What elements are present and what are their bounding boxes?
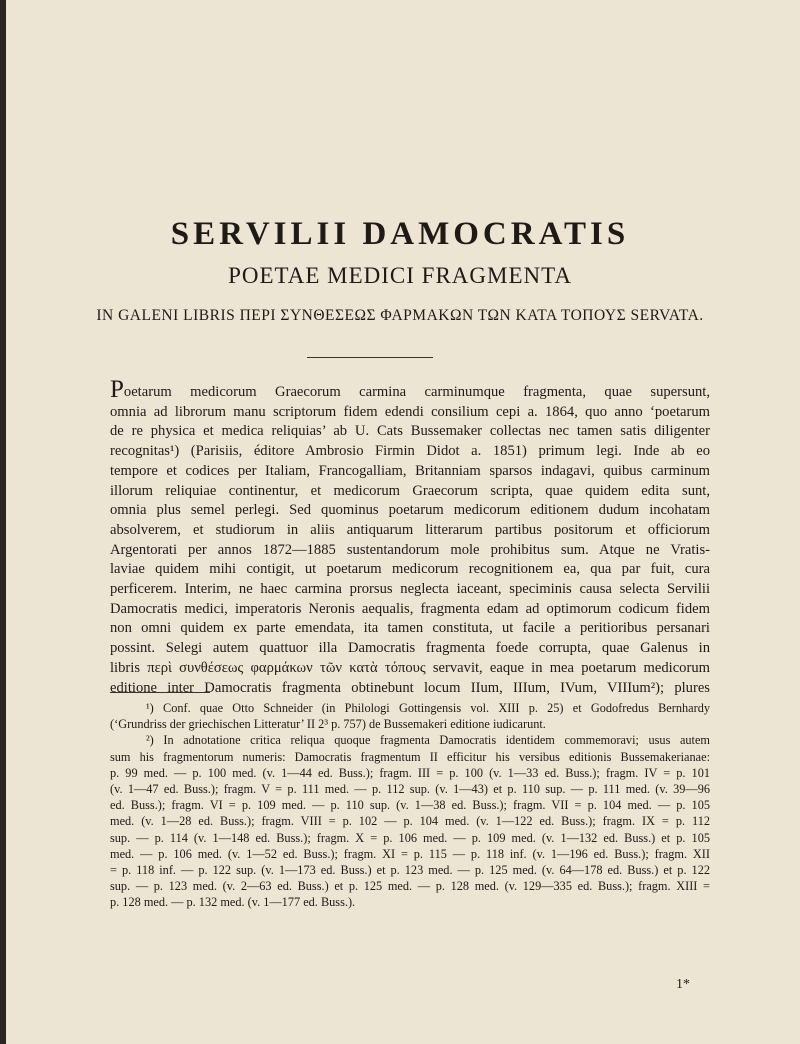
footnote-line: med. — p. 106 med. (v. 1—52 ed. Buss.); fragm. XI = p. 115 — p. 118 inf. (v. 1—196 ed. Buss.); fragm. XII <box>110 846 710 861</box>
body-line: recognitas¹) (Parisiis, éditore Ambrosio Firmin Didot a. 1851) primum legi. Inde ab eo <box>110 443 710 460</box>
body-line: omnia plus semel perlegi. Sed quominus poetarum medicorum editionem dudum incohatam <box>110 502 710 519</box>
body-line: perficerem. Interim, ne haec carmina prorsus neglecta iaceant, speciminis causa selecta Servilii <box>110 581 710 598</box>
footnote-line: sup. — p. 114 (v. 1—148 ed. Buss.); fragm. X = p. 106 med. — p. 109 med. (v. 1—132 ed. Buss.) et p. 105 <box>110 830 710 845</box>
footnote-line: sup. — p. 123 med. (v. 2—63 ed. Buss.) et p. 125 med. — p. 128 med. (v. 129—335 ed. Buss.); fragm. XIII = <box>110 879 710 894</box>
body-line: possint. Selegi autem quattuor illa Damocratis fragmenta foede corrupta, quae Galenus in <box>110 640 710 657</box>
footnotes <box>110 700 710 911</box>
footnote-line: ¹) Conf. quae Otto Schneider (in Philologi Gottingensis vol. XIII p. 25) et Godofredus Bernhardy <box>146 701 710 715</box>
footnote-line: med. (v. 1—28 ed. Buss.); fragm. VIII = p. 102 — p. 104 med. (v. 1—122 ed. Buss.); fragm. IX = p. 112 <box>110 814 710 829</box>
footnote-line: = p. 118 inf. — p. 122 sup. (v. 1—173 ed. Buss.) et p. 123 med. — p. 125 med. (v. 64—178 ed. Buss.) et p. 122 <box>110 863 710 878</box>
footnote-divider <box>110 692 210 693</box>
body-line: tempore et codices per Italiam, Francogalliam, Britanniam sparsos indagavi, quibus carminum <box>110 462 710 479</box>
body-line: Poetarum medicorum Graecorum carmina carminumque fragmenta, quae supersunt, <box>110 376 710 403</box>
footnote-line: ²) In adnotatione critica reliqua quoque fragmenta Damocratis identidem commemoravi; usus autem <box>146 733 710 748</box>
body-line: libris περὶ συνθέσεως φαρμάκων τῶν κατὰ τόπους servavit, eaque in mea poetarum medicorum <box>110 659 710 676</box>
body-line: non omni quidem ex parte emendata, ita tamen constituta, ut facile a peritioribus persanari <box>110 620 710 637</box>
page-signature: 1* <box>676 977 690 992</box>
body-line: omnia ad librorum manu scriptorum fidem edendi consilium cepi a. 1864, quo anno ‘poetarum <box>110 403 710 420</box>
page-title: SERVILII DAMOCRATIS <box>170 216 630 252</box>
body-line: absolverem, et studiorum in aliis antiquarum litterarum partibus positorum et officiorum <box>110 521 710 538</box>
title-divider <box>307 357 433 358</box>
footnote-line: p. 128 med. — p. 132 med. (v. 1—177 ed. Buss.). <box>110 895 356 910</box>
body-text <box>110 376 710 698</box>
body-line: editione inter Damocratis fragmenta obtinebunt locum IIum, IIIum, IVum, VIIIum²); plures <box>110 679 710 696</box>
body-line: Argentorati per annos 1872—1885 sustentandorum mole prohibitus sum. Atque ne Vratis- <box>110 541 710 558</box>
footnote-line: (v. 1—47 ed. Buss.); fragm. V = p. 111 med. — p. 112 sup. (v. 1—43) et p. 110 sup. — p. 111 med. (v. 39—96 <box>110 782 710 797</box>
page-subtitle-greek: IN GALENI LIBRIS ΠΕΡΙ ΣΥΝΘΕΣΕΩΣ ΦΑΡΜΑΚΩΝ ΤΩΝ ΚΑΤΑ ΤΟΠΟΥΣ SERVATA. <box>96 307 704 324</box>
footnote-line: ed. Buss.); fragm. VI = p. 109 med. — p. 110 sup. (v. 1—38 ed. Buss.); fragm. VII = p. 104 med. — p. 105 <box>110 798 710 813</box>
body-line: laviae quidem mihi contigit, ut poetarum medicorum recognitionem ea, qua par fuit, cura <box>110 561 710 578</box>
footnote-line: p. 99 med. — p. 100 med. (v. 1—44 ed. Buss.); fragm. III = p. 100 (v. 1—33 ed. Buss.); fragm. IV = p. 101 <box>110 765 710 780</box>
page-subtitle: POETAE MEDICI FRAGMENTA <box>228 263 572 288</box>
body-line: illorum reliquiae continentur, et medicorum Graecorum scripta, quae quidem edita sunt, <box>110 482 710 499</box>
drop-cap: P <box>110 376 124 403</box>
body-line: de re physica et medica reliquias’ ab U. Cats Bussemaker collectas nec tamen satis diligenter <box>110 423 710 440</box>
footnote-line: sum his fragmentorum numeris: Damocratis fragmentum II efficitur his versibus editionis Bussemakerianae: <box>110 749 710 764</box>
page-edge <box>0 0 6 1044</box>
footnote-line: (‘Grundriss der griechischen Litteratur’ II 2³ p. 757) de Bussemakeri editione iudicarunt. <box>110 717 546 732</box>
body-line: Damocratis medici, imperatoris Neronis aequalis, fragmenta edam ad optimorum codicum fidem <box>110 600 710 617</box>
